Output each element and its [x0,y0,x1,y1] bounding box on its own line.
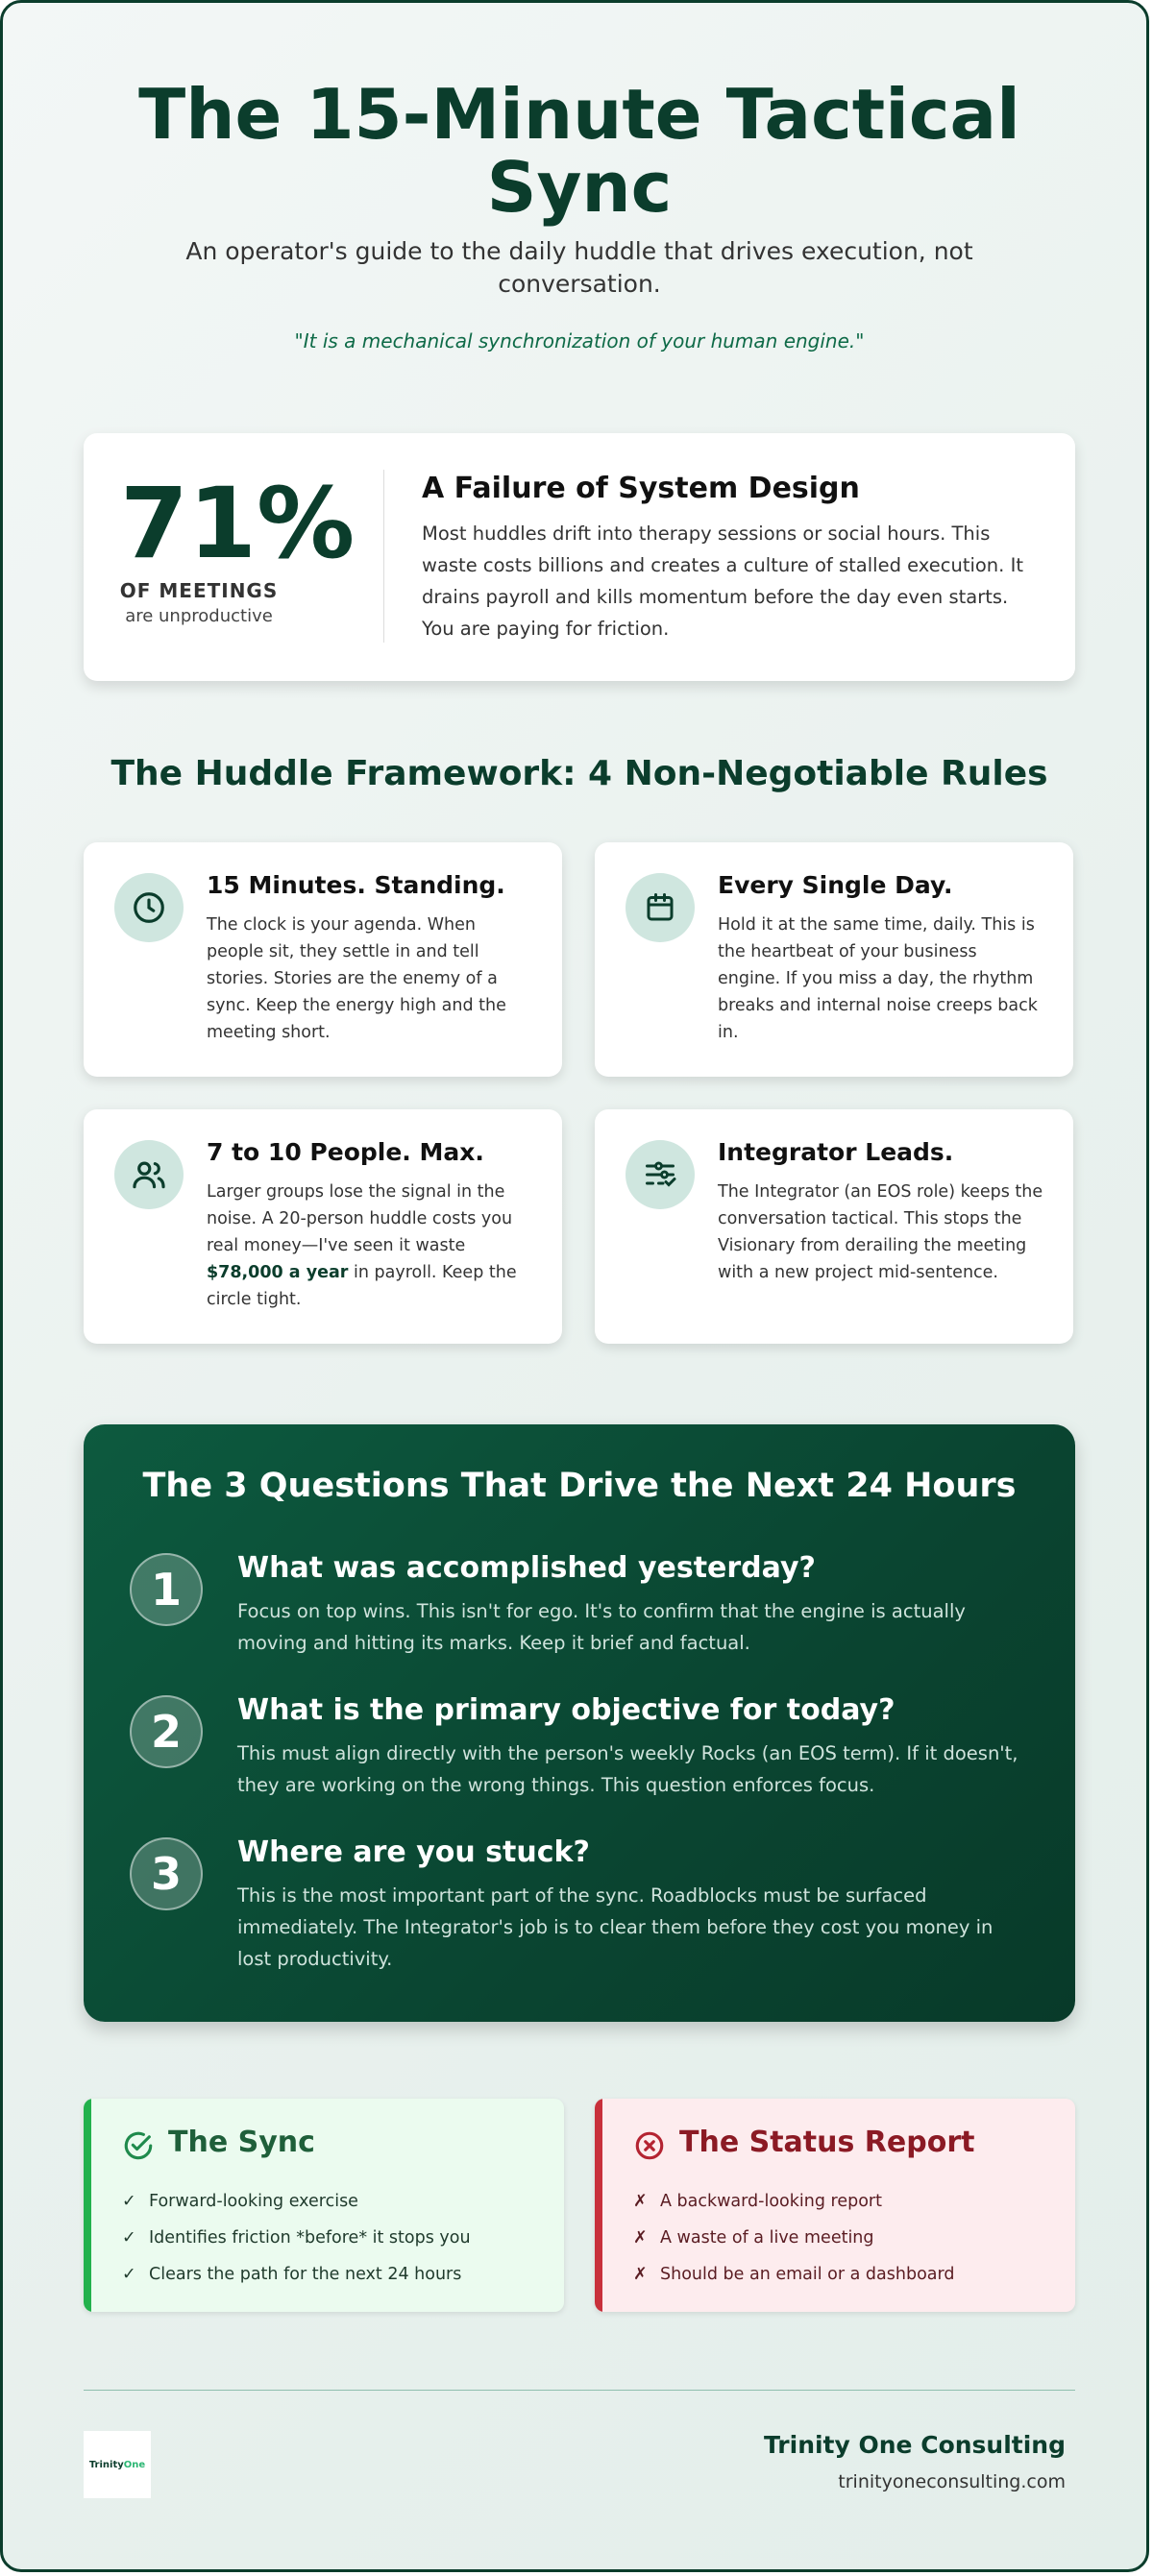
sync-accent-bar [84,2099,91,2312]
company-logo [84,2431,151,2498]
list-item-text: Clears the path for the next 24 hours [149,2265,462,2284]
question-number: 3 [130,1837,203,1910]
logo-text: Trinity [88,2459,124,2470]
rule-card-integrator [595,1109,1073,1344]
list-item-text: A backward-looking report [660,2192,882,2211]
clock-icon [114,873,184,942]
page-title: The 15-Minute Tactical Sync [138,74,1020,228]
list-item-text: Identifies friction *before* it stops you [149,2228,471,2248]
rule-body-text: Larger groups lose the signal in the noise. A 20-person huddle costs you real money—I've seen it waste [207,1182,513,1255]
question-heading: What was accomplished yesterday? [237,1551,816,1585]
cross-mark: ✗ [633,2265,648,2284]
stat-label: OF MEETINGS [119,579,279,602]
check-mark: ✓ [122,2192,136,2211]
check-mark: ✓ [122,2228,136,2248]
rule-title: Integrator Leads. [718,1138,954,1166]
header-quote: "It is a mechanical synchronization of your human engine." [294,329,865,352]
sync-list [122,2183,471,2293]
rule-body-highlight: $78,000 a year [207,1263,349,1282]
list-item [122,2220,471,2256]
rule-body-text: in payroll. Keep the circle tight. [207,1263,517,1309]
list-item [122,2183,471,2220]
stat-value: 71% [120,467,356,581]
question-number: 2 [130,1695,203,1768]
footer-divider [84,2390,1075,2391]
status-accent-bar [595,2099,602,2312]
stat-divider [383,470,384,643]
users-icon [114,1140,184,1209]
list-item-text: A waste of a live meeting [660,2228,874,2248]
rule-body: Hold it at the same time, daily. This is the heartbeat of your business engine. If you miss a day, the rhythm breaks and internal noise creeps back in. [718,915,1038,1042]
list-item-text: Forward-looking exercise [149,2192,358,2211]
stat-sublabel: are unproductive [125,606,273,626]
question-body: Focus on top wins. This isn't for ego. It's to confirm that the engine is actually moving and hitting its marks. Keep it brief and factual. [237,1600,966,1654]
rule-body: The Integrator (an EOS role) keeps the conversation tactical. This stops the Visionary from derailing the meeting with a new project mid-sentence. [718,1182,1043,1282]
status-list [633,2183,955,2293]
question-body: This is the most important part of the sync. Roadblocks must be surfaced immediately. The Integrator's job is to clear them before they cost you money in lost productivity. [237,1884,994,1970]
company-name: Trinity One Consulting [763,2431,1066,2459]
rule-title: 7 to 10 People. Max. [207,1138,484,1166]
page-subtitle: An operator's guide to the daily huddle that drives execution, not conversation. [185,237,973,298]
stat-heading: A Failure of System Design [422,472,860,505]
question-number: 1 [130,1553,203,1626]
list-item [122,2256,471,2293]
framework-title: The Huddle Framework: 4 Non-Negotiable Rules [110,754,1048,793]
list-item [633,2220,955,2256]
list-item-text: Should be an email or a dashboard [660,2265,955,2284]
question-heading: What is the primary objective for today? [237,1693,895,1727]
question-body: This must align directly with the person's weekly Rocks (an EOS term). If it doesn't, they are working on the wrong things. This question enforces focus. [237,1742,1018,1796]
questions-panel [84,1424,1075,2022]
rule-card-size [84,1109,562,1344]
logo-text-accent: One [123,2459,146,2470]
x-circle-icon [633,2129,666,2162]
rule-title: 15 Minutes. Standing. [207,871,505,899]
rule-card-time [84,842,562,1077]
sync-card [84,2099,564,2312]
stat-body: Most huddles drift into therapy sessions or social hours. This waste costs billions and creates a culture of stalled execution. It drains payroll and kills momentum before the day even starts. You are paying for friction. [422,522,1023,640]
list-item [633,2183,955,2220]
questions-title: The 3 Questions That Drive the Next 24 Hours [142,1467,1017,1505]
stat-card [84,433,1075,681]
check-mark: ✓ [122,2265,136,2284]
question-heading: Where are you stuck? [237,1835,590,1869]
cross-mark: ✗ [633,2228,648,2248]
sliders-icon [626,1140,695,1209]
status-title: The Status Report [679,2126,975,2159]
company-url[interactable]: trinityoneconsulting.com [838,2471,1066,2492]
rule-body: The clock is your agenda. When people sit, they settle in and tell stories. Stories are the enemy of a sync. Keep the energy high and the meeting short. [207,915,506,1042]
check-circle-icon [122,2129,155,2162]
cross-mark: ✗ [633,2192,648,2211]
list-item [633,2256,955,2293]
sync-title: The Sync [168,2126,315,2159]
calendar-icon [626,873,695,942]
rule-title: Every Single Day. [718,871,953,899]
status-card [595,2099,1075,2312]
rule-body [207,1179,533,1313]
rule-card-daily [595,842,1073,1077]
